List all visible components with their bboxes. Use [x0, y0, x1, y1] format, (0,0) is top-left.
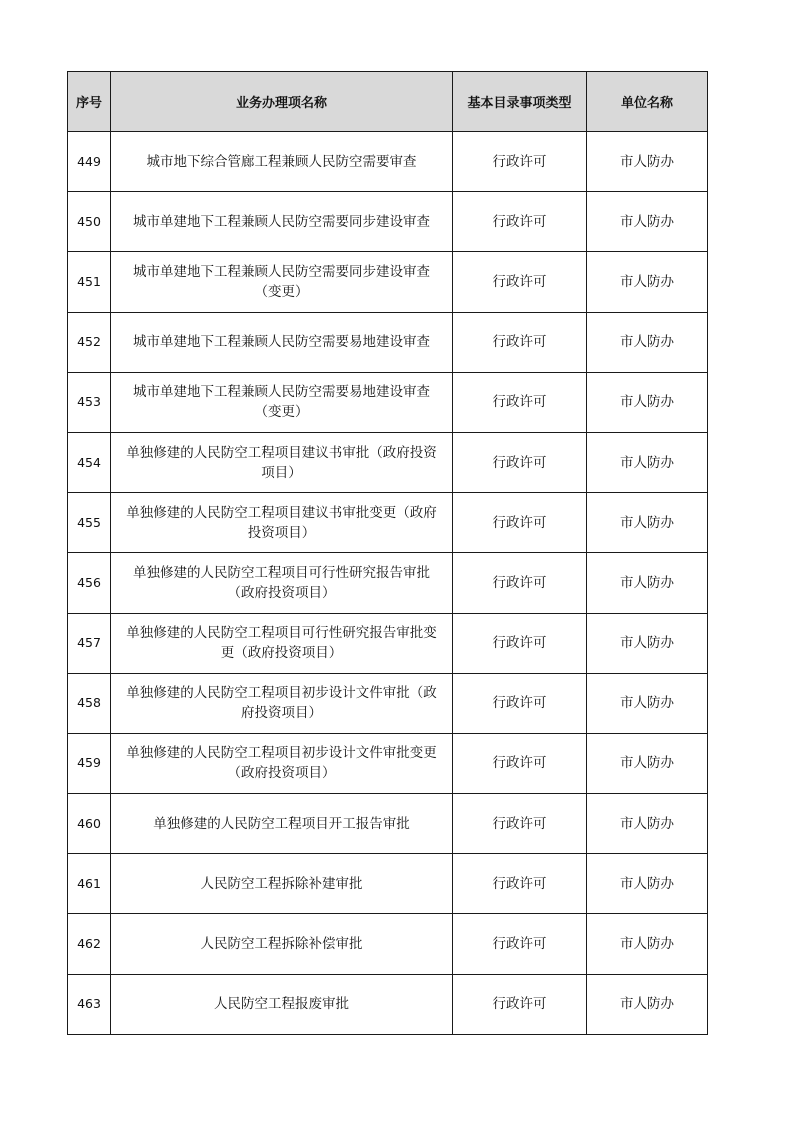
table-row	[68, 192, 708, 252]
row-item-name: 人民防空工程拆除补建审批	[111, 854, 453, 914]
row-item-type: 行政许可	[453, 914, 587, 974]
table-row	[68, 493, 708, 553]
table-row	[68, 372, 708, 432]
header-serial-number: 序号	[68, 72, 111, 132]
header-unit-name: 单位名称	[587, 72, 708, 132]
row-serial-number: 457	[68, 613, 111, 673]
row-item-name: 单独修建的人民防空工程项目初步设计文件审批变更（政府投资项目）	[111, 733, 453, 793]
row-item-name: 单独修建的人民防空工程项目建议书审批（政府投资项目）	[111, 432, 453, 492]
row-item-type: 行政许可	[453, 553, 587, 613]
row-item-name: 城市地下综合管廊工程兼顾人民防空需要审查	[111, 132, 453, 192]
row-serial-number: 458	[68, 673, 111, 733]
row-unit-name: 市人防办	[587, 372, 708, 432]
table-row	[68, 854, 708, 914]
row-item-name: 城市单建地下工程兼顾人民防空需要易地建设审查（变更）	[111, 372, 453, 432]
row-item-name: 单独修建的人民防空工程项目开工报告审批	[111, 794, 453, 854]
row-serial-number: 455	[68, 493, 111, 553]
row-item-name: 城市单建地下工程兼顾人民防空需要同步建设审查（变更）	[111, 252, 453, 312]
row-serial-number: 460	[68, 794, 111, 854]
table-row	[68, 673, 708, 733]
row-item-name: 单独修建的人民防空工程项目初步设计文件审批（政府投资项目）	[111, 673, 453, 733]
table-row	[68, 974, 708, 1034]
row-serial-number: 452	[68, 312, 111, 372]
table-row	[68, 132, 708, 192]
row-item-type: 行政许可	[453, 673, 587, 733]
table-header-row	[68, 72, 708, 132]
row-item-type: 行政许可	[453, 372, 587, 432]
document-sheet	[67, 71, 708, 1035]
row-item-type: 行政许可	[453, 192, 587, 252]
row-unit-name: 市人防办	[587, 192, 708, 252]
row-item-type: 行政许可	[453, 854, 587, 914]
table-body	[68, 132, 708, 1035]
row-unit-name: 市人防办	[587, 613, 708, 673]
row-unit-name: 市人防办	[587, 493, 708, 553]
row-item-name: 单独修建的人民防空工程项目建议书审批变更（政府投资项目）	[111, 493, 453, 553]
table-row	[68, 914, 708, 974]
table-row	[68, 312, 708, 372]
table-row	[68, 432, 708, 492]
row-item-type: 行政许可	[453, 613, 587, 673]
table-row	[68, 733, 708, 793]
row-item-name: 城市单建地下工程兼顾人民防空需要同步建设审查	[111, 192, 453, 252]
row-item-type: 行政许可	[453, 252, 587, 312]
business-items-table	[67, 71, 708, 1035]
row-serial-number: 461	[68, 854, 111, 914]
row-unit-name: 市人防办	[587, 854, 708, 914]
row-item-type: 行政许可	[453, 733, 587, 793]
header-item-name: 业务办理项名称	[111, 72, 453, 132]
row-serial-number: 454	[68, 432, 111, 492]
table-row	[68, 252, 708, 312]
table-row	[68, 613, 708, 673]
table-row	[68, 553, 708, 613]
row-serial-number: 450	[68, 192, 111, 252]
row-item-type: 行政许可	[453, 132, 587, 192]
row-serial-number: 456	[68, 553, 111, 613]
row-serial-number: 462	[68, 914, 111, 974]
row-unit-name: 市人防办	[587, 132, 708, 192]
row-item-type: 行政许可	[453, 432, 587, 492]
row-serial-number: 453	[68, 372, 111, 432]
row-item-type: 行政许可	[453, 794, 587, 854]
row-item-name: 人民防空工程报废审批	[111, 974, 453, 1034]
row-item-name: 城市单建地下工程兼顾人民防空需要易地建设审查	[111, 312, 453, 372]
row-item-type: 行政许可	[453, 493, 587, 553]
row-unit-name: 市人防办	[587, 733, 708, 793]
header-item-type: 基本目录事项类型	[453, 72, 587, 132]
row-unit-name: 市人防办	[587, 673, 708, 733]
row-unit-name: 市人防办	[587, 252, 708, 312]
row-item-type: 行政许可	[453, 974, 587, 1034]
row-serial-number: 463	[68, 974, 111, 1034]
row-unit-name: 市人防办	[587, 914, 708, 974]
table-row	[68, 794, 708, 854]
row-item-type: 行政许可	[453, 312, 587, 372]
row-item-name: 单独修建的人民防空工程项目可行性研究报告审批变更（政府投资项目）	[111, 613, 453, 673]
row-serial-number: 459	[68, 733, 111, 793]
row-unit-name: 市人防办	[587, 974, 708, 1034]
row-unit-name: 市人防办	[587, 794, 708, 854]
row-unit-name: 市人防办	[587, 312, 708, 372]
row-item-name: 单独修建的人民防空工程项目可行性研究报告审批（政府投资项目）	[111, 553, 453, 613]
row-unit-name: 市人防办	[587, 553, 708, 613]
row-serial-number: 449	[68, 132, 111, 192]
row-serial-number: 451	[68, 252, 111, 312]
row-unit-name: 市人防办	[587, 432, 708, 492]
row-item-name: 人民防空工程拆除补偿审批	[111, 914, 453, 974]
